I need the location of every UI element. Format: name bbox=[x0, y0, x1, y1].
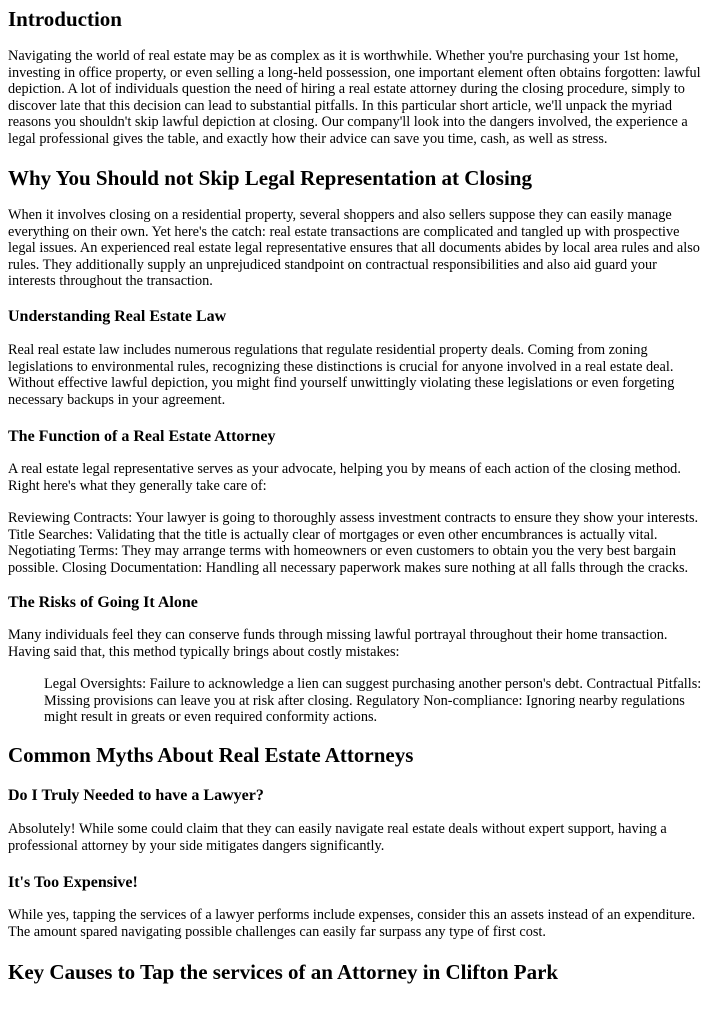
heading-function-attorney: The Function of a Real Estate Attorney bbox=[8, 428, 276, 445]
paragraph-risks-intro bbox=[8, 627, 712, 660]
text-line: While yes, tapping the services of a lawyer performs include expenses, consider this an assets instead of an expenditure. bbox=[8, 907, 696, 923]
text-line: necessary backups in your agreement. bbox=[8, 391, 226, 408]
text-line: legislations to environmental rules, recognizing these distinctions is crucial for anyone involved in a real estate deal. bbox=[8, 358, 674, 375]
heading-introduction: Introduction bbox=[8, 7, 122, 31]
text-line: rules. They additionally supply an unprejudiced standpoint on contractual responsibilities and also aid guard your bbox=[8, 256, 657, 273]
paragraph-function-intro bbox=[8, 461, 712, 494]
paragraph-function-list bbox=[8, 510, 712, 576]
text-line: Many individuals feel they can conserve funds through missing lawful portrayal throughout their home transaction. bbox=[8, 627, 668, 643]
text-line: possible. Closing Documentation: Handling all necessary paperwork makes sure nothing at all falls through the cracks. bbox=[8, 559, 689, 576]
text-line: depiction. A lot of individuals question the need of hiring a real estate attorney during the closing procedure, simply to bbox=[8, 81, 685, 97]
text-line: interests throughout the transaction. bbox=[8, 273, 213, 289]
heading-need-lawyer: Do I Truly Needed to have a Lawyer? bbox=[8, 787, 264, 804]
paragraph-understanding-law bbox=[8, 342, 712, 408]
text-line: Reviewing Contracts: Your lawyer is going to thoroughly assess investment contracts to ensure they show your interests. bbox=[8, 510, 699, 526]
heading-common-myths: Common Myths About Real Estate Attorneys bbox=[8, 743, 414, 767]
text-line: professional attorney by your side mitigates dangers significantly. bbox=[8, 837, 385, 854]
heading-too-expensive: It's Too Expensive! bbox=[8, 874, 138, 891]
paragraph-need-lawyer bbox=[8, 821, 712, 854]
blockquote-risks bbox=[44, 676, 712, 726]
text-line: When it involves closing on a residential property, several shoppers and also sellers suppose they can easily manage bbox=[8, 207, 672, 223]
paragraph-too-expensive bbox=[8, 907, 712, 940]
text-line: A real estate legal representative serves as your advocate, helping you by means of each action of the closing method. bbox=[8, 461, 681, 477]
text-line: might result in greats or even required conformity actions. bbox=[44, 709, 378, 725]
text-line: discover late that this decision can lead to substantial pitfalls. In this particular short article, we'll unpack the myriad bbox=[8, 97, 673, 114]
heading-understanding-law: Understanding Real Estate Law bbox=[8, 308, 227, 325]
heading-why-skip: Why You Should not Skip Legal Representation at Closing bbox=[8, 166, 532, 190]
text-line: Title Searches: Validating that the title is actually clear of mortgages or even other encumbrances is actually vital. bbox=[8, 526, 658, 543]
text-line: everything on their own. Yet here's the catch: real estate transactions are complicated and tangled up with prospective bbox=[8, 223, 680, 240]
text-line: Negotiating Terms: They may arrange terms with homeowners or even customers to obtain you the very best bargain bbox=[8, 543, 677, 559]
text-line: Right here's what they generally take care of: bbox=[8, 477, 267, 494]
paragraph-why-skip bbox=[8, 207, 712, 290]
text-line: reasons you shouldn't skip lawful depiction at closing. Our company'll look into the dangers involved, the experience a bbox=[8, 114, 688, 130]
text-line: investing in office property, or even selling a long-held possession, one important element often obtains forgotten: lawful bbox=[8, 64, 701, 81]
text-line: The amount spared navigating possible challenges can easily far surpass any type of first cost. bbox=[8, 923, 546, 940]
heading-key-causes: Key Causes to Tap the services of an Attorney in Clifton Park bbox=[8, 960, 559, 984]
text-line: Missing provisions can leave you at risk after closing. Regulatory Non-compliance: Ignoring nearby regulations bbox=[44, 692, 685, 709]
text-line: Navigating the world of real estate may be as complex as it is worthwhile. Whether you're purchasing your 1st home, bbox=[8, 48, 679, 64]
text-line: legal professional gives the table, and exactly how their advice can save you time, cash, as well as stress. bbox=[8, 130, 608, 147]
text-line: Absolutely! While some could claim that they can easily navigate real estate deals without expert support, having a bbox=[8, 821, 667, 837]
text-line: Without effective lawful depiction, you might find yourself unwittingly violating these legislations or even forgeting bbox=[8, 375, 675, 391]
text-line: Having said that, this method typically brings about costly mistakes: bbox=[8, 643, 400, 660]
text-line: legal issues. An experienced real estate legal representative ensures that all documents abides by local area rules and also bbox=[8, 240, 700, 256]
heading-risks: The Risks of Going It Alone bbox=[8, 594, 198, 611]
text-line: Real real estate law includes numerous regulations that regulate residential property deals. Coming from zoning bbox=[8, 342, 648, 358]
text-line: Legal Oversights: Failure to acknowledge a lien can suggest purchasing another person's debt. Contractual Pitfalls: bbox=[44, 676, 702, 692]
paragraph-introduction bbox=[8, 48, 712, 147]
